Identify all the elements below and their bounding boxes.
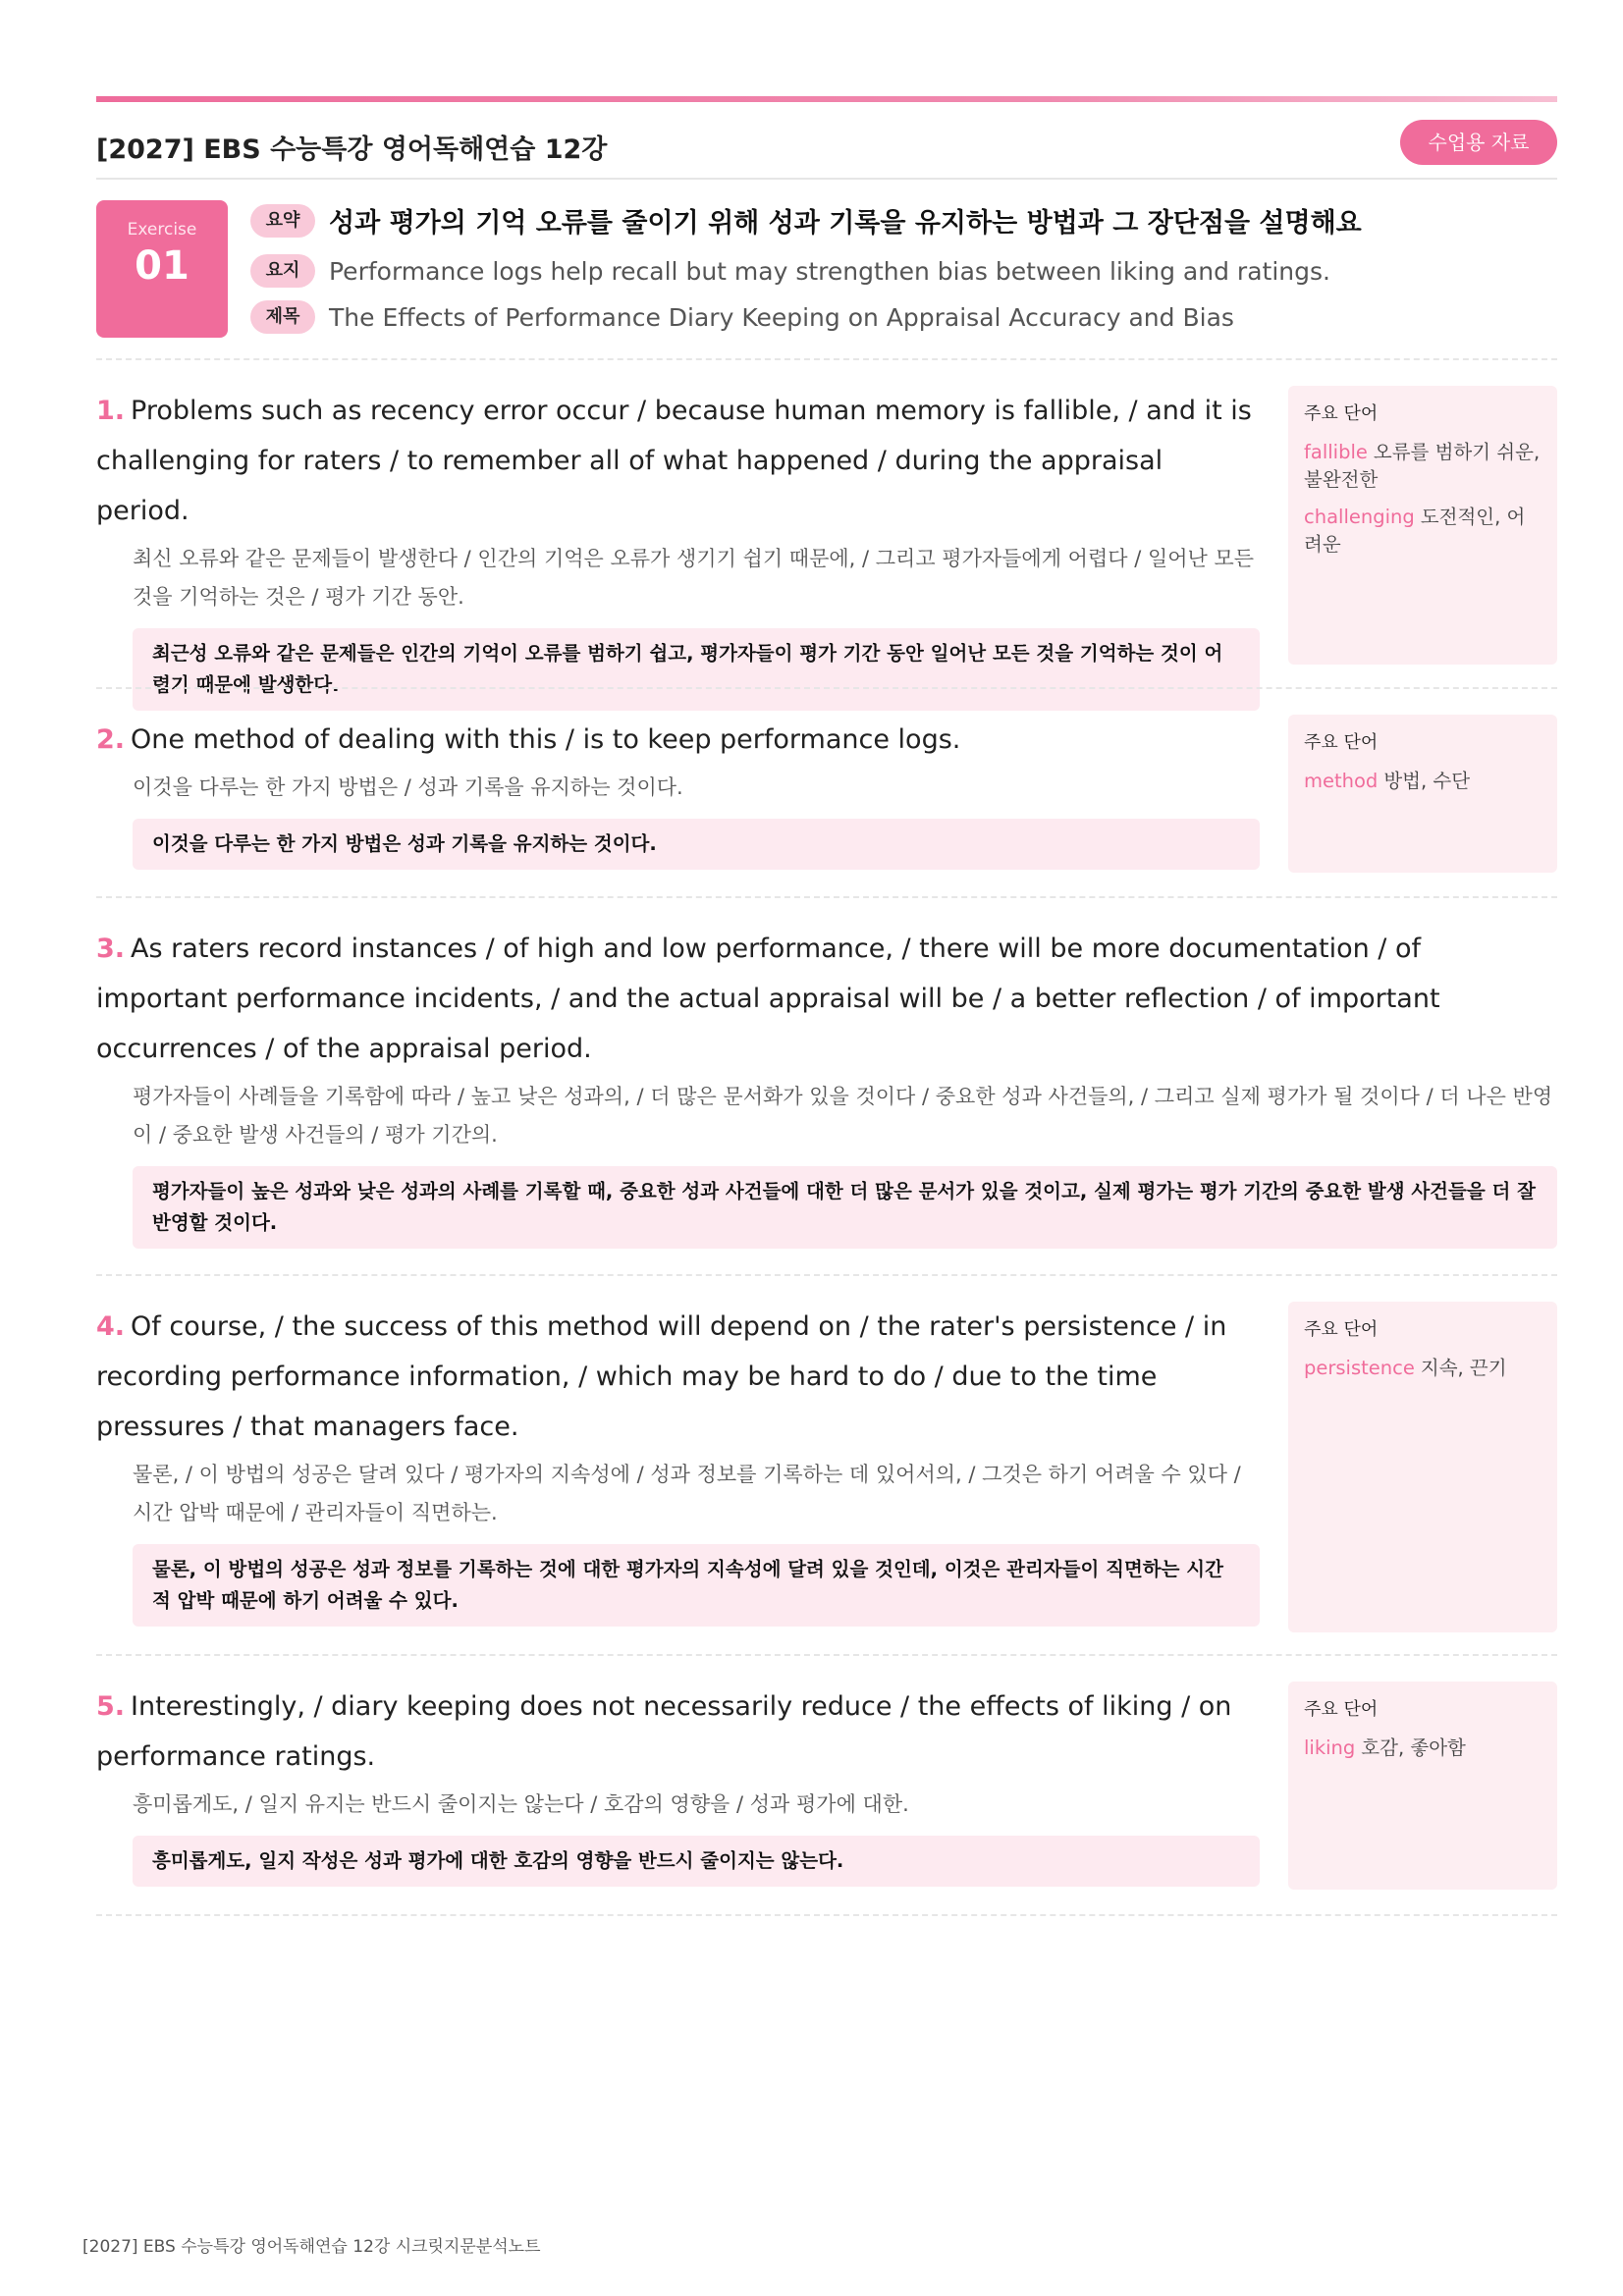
vocab-box <box>1288 1682 1557 1890</box>
vocab-item <box>1304 1355 1542 1382</box>
english-sentence <box>96 1682 1260 1782</box>
page-footer: [2027] EBS 수능특강 영어독해연습 12강 시크릿지문분석노트 <box>82 2237 541 2257</box>
exercise-number: 01 <box>135 243 189 289</box>
exercise-label: Exercise <box>127 220 197 240</box>
vocab-word: liking <box>1304 1736 1356 1759</box>
vocab-meaning: 지속, 끈기 <box>1420 1357 1507 1379</box>
title-text: The Effects of Performance Diary Keeping on Appraisal Accuracy and Bias <box>329 302 1234 332</box>
english-text: Problems such as recency error occur / because human memory is fallible, / and it is challenging for raters / to remember all of what happened / during the appraisal period. <box>96 396 1252 526</box>
vocab-meaning: 도전적인, 어려운 <box>1304 506 1526 556</box>
vocab-meaning: 방법, 수단 <box>1383 770 1471 792</box>
korean-translation: 흥미롭게도, 일지 작성은 성과 평가에 대한 호감의 영향을 반드시 줄이지는 않는다. <box>133 1836 1260 1887</box>
korean-literal: 물론, / 이 방법의 성공은 달려 있다 / 평가자의 지속성에 / 성과 정보를 기록하는 데 있어서의, / 그것은 하기 어려울 수 있다 / 시간 압박 때문에 / 관리자들이 직면하는. <box>133 1463 1241 1524</box>
korean-literal: 흥미롭게도, / 일지 유지는 반드시 줄이지는 않는다 / 호감의 영향을 / 성과 평가에 대한. <box>133 1792 909 1816</box>
korean-literal: 이것을 다루는 한 가지 방법은 / 성과 기록을 유지하는 것이다. <box>133 775 683 799</box>
vocab-item <box>1304 1735 1542 1762</box>
english-sentence <box>96 924 1557 1074</box>
sentence-block <box>96 1682 1260 1887</box>
sentence-block <box>96 386 1260 711</box>
material-badge: 수업용 자료 <box>1400 120 1557 165</box>
vocab-box <box>1288 386 1557 665</box>
vocab-item <box>1304 768 1542 795</box>
vocab-item <box>1304 504 1542 559</box>
gist-row <box>250 254 1330 288</box>
divider <box>96 1274 1557 1276</box>
vocab-meaning: 오류를 범하기 쉬운, 불완전한 <box>1304 441 1541 491</box>
gist-text: Performance logs help recall but may strengthen bias between liking and ratings. <box>329 256 1330 286</box>
divider <box>96 358 1557 360</box>
vocab-word: challenging <box>1304 506 1415 528</box>
sentence-block <box>96 715 1260 870</box>
vocab-title: 주요 단어 <box>1304 403 1379 424</box>
sentence-number: 3. <box>96 934 126 964</box>
summary-tag: 요약 <box>250 204 315 238</box>
divider <box>96 896 1557 898</box>
vocab-title: 주요 단어 <box>1304 1319 1379 1340</box>
title-row <box>250 300 1234 334</box>
title-tag: 제목 <box>250 300 315 334</box>
exercise-box <box>96 200 228 338</box>
vocab-title: 주요 단어 <box>1304 732 1379 753</box>
summary-row <box>250 201 1362 240</box>
vocab-title: 주요 단어 <box>1304 1699 1379 1720</box>
divider <box>96 1654 1557 1656</box>
english-sentence <box>96 1302 1260 1452</box>
korean-literal: 평가자들이 사례들을 기록함에 따라 / 높고 낮은 성과의, / 더 많은 문서화가 있을 것이다 / 중요한 성과 사건들의, / 그리고 실제 평가가 될 것이다 / 더 나은 반영이 / 중요한 발생 사건들의 / 평가 기간의. <box>133 1085 1553 1147</box>
divider <box>96 687 1557 689</box>
sentence-number: 2. <box>96 724 126 755</box>
vocab-word: fallible <box>1304 441 1368 463</box>
sentence-block <box>96 924 1557 1249</box>
gist-tag: 요지 <box>250 254 315 288</box>
korean-translation: 이것을 다루는 한 가지 방법은 성과 기록을 유지하는 것이다. <box>133 819 1260 870</box>
english-sentence <box>96 386 1260 536</box>
english-text: Of course, / the success of this method will depend on / the rater's persistence / in recording performance information, / which may be hard to do / due to the time pressures / that managers face. <box>96 1311 1227 1442</box>
english-sentence <box>96 715 1260 765</box>
summary-text: 성과 평가의 기억 오류를 줄이기 위해 성과 기록을 유지하는 방법과 그 장단점을 설명해요 <box>329 208 1362 239</box>
divider <box>96 1914 1557 1916</box>
vocab-box <box>1288 715 1557 873</box>
sentence-block <box>96 1302 1260 1627</box>
korean-translation: 최근성 오류와 같은 문제들은 인간의 기억이 오류를 범하기 쉽고, 평가자들이 평가 기간 동안 일어난 모든 것을 기억하는 것이 어렵기 때문에 발생한다. <box>133 628 1260 711</box>
vocab-box <box>1288 1302 1557 1632</box>
sentence-number: 1. <box>96 396 126 426</box>
sentence-number: 5. <box>96 1691 126 1722</box>
header-divider <box>96 178 1557 180</box>
vocab-meaning: 호감, 좋아함 <box>1361 1736 1466 1759</box>
english-text: One method of dealing with this / is to keep performance logs. <box>131 724 961 755</box>
korean-translation: 평가자들이 높은 성과와 낮은 성과의 사례를 기록할 때, 중요한 성과 사건들에 대한 더 많은 문서가 있을 것이고, 실제 평가는 평가 기간의 중요한 발생 사건들을 더 잘 반영할 것이다. <box>133 1166 1557 1249</box>
page-title: [2027] EBS 수능특강 영어독해연습 12강 <box>96 134 608 165</box>
vocab-item <box>1304 439 1542 494</box>
korean-translation: 물론, 이 방법의 성공은 성과 정보를 기록하는 것에 대한 평가자의 지속성에 달려 있을 것인데, 이것은 관리자들이 직면하는 시간적 압박 때문에 하기 어려울 수 있다. <box>133 1544 1260 1627</box>
korean-literal: 최신 오류와 같은 문제들이 발생한다 / 인간의 기억은 오류가 생기기 쉽기 때문에, / 그리고 평가자들에게 어렵다 / 일어난 모든 것을 기억하는 것은 / 평가 기간 동안. <box>133 547 1255 609</box>
header-accent-line <box>96 96 1557 102</box>
vocab-word: persistence <box>1304 1357 1415 1379</box>
sentence-number: 4. <box>96 1311 126 1342</box>
english-text: Interestingly, / diary keeping does not necessarily reduce / the effects of liking / on performance ratings. <box>96 1691 1232 1772</box>
english-text: As raters record instances / of high and low performance, / there will be more documentation / of important performance incidents, / and the actual appraisal will be / a better reflection / of important occurrences / of the appraisal period. <box>96 934 1440 1064</box>
vocab-word: method <box>1304 770 1379 792</box>
